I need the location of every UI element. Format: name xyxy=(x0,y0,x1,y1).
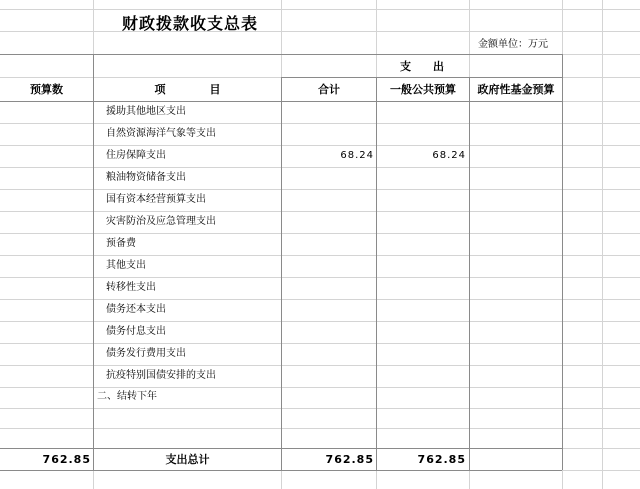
gridline xyxy=(0,365,640,366)
table-row-item: 债务还本支出 xyxy=(106,304,166,315)
table-row-item: 国有资本经营预算支出 xyxy=(106,194,206,205)
table-border xyxy=(281,77,282,470)
table-row-item: 粮油物资储备支出 xyxy=(106,172,186,183)
gridline xyxy=(0,123,640,124)
total-column-header: 合计 xyxy=(318,83,340,96)
gridline xyxy=(0,211,640,212)
page-title: 财政拨款收支总表 xyxy=(122,14,259,33)
gridline xyxy=(0,321,640,322)
table-border xyxy=(469,77,470,470)
table-row-item: 转移性支出 xyxy=(106,282,156,293)
gridline xyxy=(602,0,603,489)
table-row-item: 援助其他地区支出 xyxy=(106,106,186,117)
table-row-item: 自然资源海洋气象等支出 xyxy=(106,128,216,139)
total-column-total-value: 762.85 xyxy=(325,453,374,466)
gridline xyxy=(0,233,640,234)
table-row-item: 住房保障支出 xyxy=(106,150,166,161)
gridline xyxy=(0,428,640,429)
gridline xyxy=(0,408,640,409)
gridline xyxy=(0,145,640,146)
gridline xyxy=(0,387,640,388)
gridline xyxy=(0,343,640,344)
table-border xyxy=(0,470,562,471)
table-border xyxy=(562,54,563,470)
budget-total-value: 762.85 xyxy=(42,453,91,466)
gridline xyxy=(0,299,640,300)
table-border xyxy=(0,54,562,55)
table-row-item: 灾害防治及应急管理支出 xyxy=(106,216,216,227)
gridline xyxy=(0,167,640,168)
expenditure-group-header: 支 出 xyxy=(400,60,444,73)
fund-budget-column-header: 政府性基金预算 xyxy=(477,83,555,96)
gridline xyxy=(0,255,640,256)
row-general-value: 68.24 xyxy=(432,150,466,161)
gridline xyxy=(0,9,640,10)
row-total-value: 68.24 xyxy=(340,150,374,161)
table-row-item: 预备费 xyxy=(106,238,136,249)
table-row-item: 其他支出 xyxy=(106,260,146,271)
table-row-item: 债务付息支出 xyxy=(106,326,166,337)
table-border xyxy=(376,77,377,470)
table-border xyxy=(93,54,94,470)
general-budget-column-header: 一般公共预算 xyxy=(390,83,456,96)
gridline xyxy=(0,277,640,278)
table-border xyxy=(281,77,562,78)
general-column-total-value: 762.85 xyxy=(417,453,466,466)
budget-column-header: 预算数 xyxy=(30,83,63,96)
gridline xyxy=(0,189,640,190)
table-row-item: 抗疫特别国债安排的支出 xyxy=(106,370,216,381)
unit-label: 金额单位：万元 xyxy=(478,39,548,50)
table-row-item: 债务发行费用支出 xyxy=(106,348,186,359)
item-column-header: 项 目 xyxy=(154,83,221,96)
expenditure-total-label: 支出总计 xyxy=(165,453,210,466)
table-row-item: 二、结转下年 xyxy=(97,391,157,402)
gridline xyxy=(0,31,640,32)
